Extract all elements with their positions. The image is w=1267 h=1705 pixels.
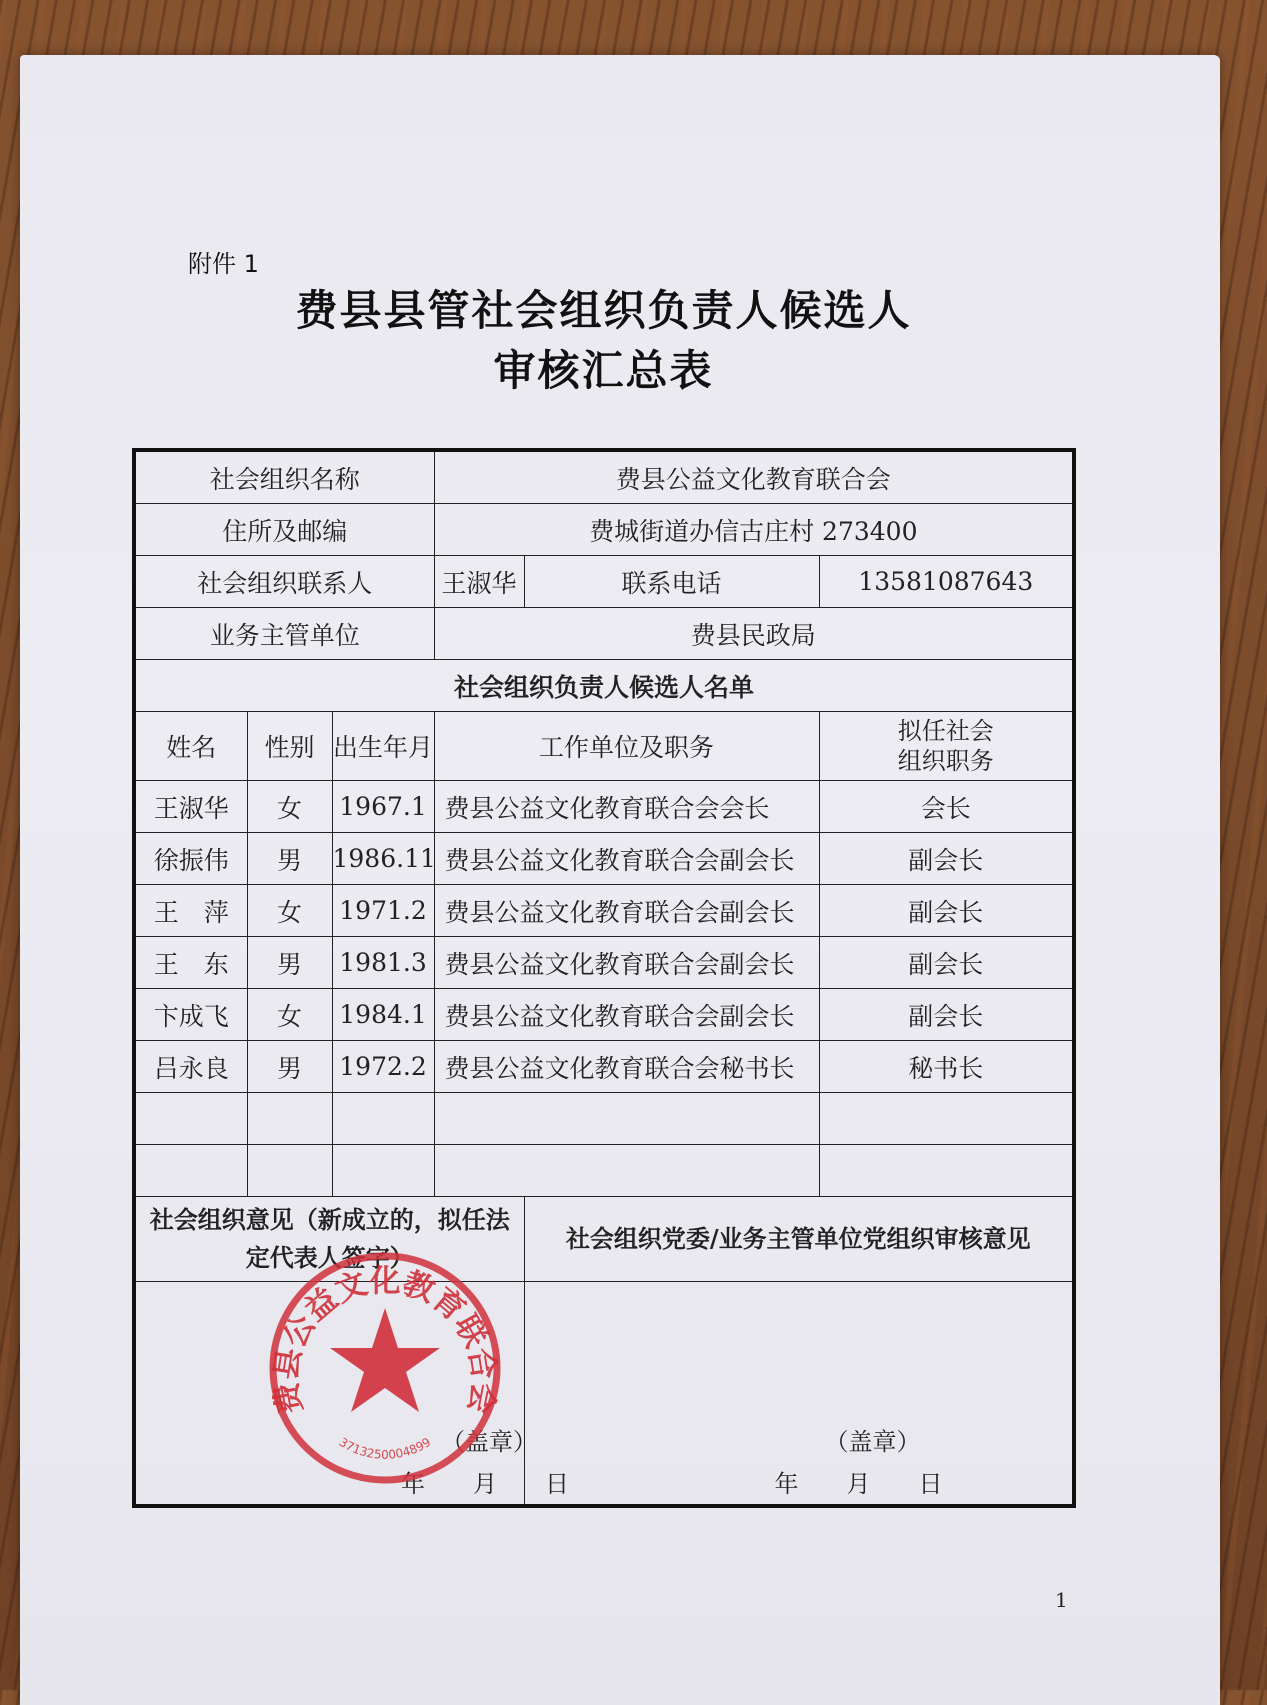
table-row bbox=[134, 833, 1074, 885]
empty-cell bbox=[247, 1093, 332, 1145]
table-row bbox=[134, 937, 1074, 989]
table-row bbox=[134, 885, 1074, 937]
candidate-gender: 男 bbox=[247, 937, 332, 989]
col-role-header: 拟任社会组织职务 bbox=[819, 712, 1074, 781]
document-title-line2: 审核汇总表 bbox=[493, 346, 714, 395]
table-row bbox=[134, 781, 1074, 833]
empty-cell bbox=[134, 1093, 247, 1145]
candidate-birth: 1981.3 bbox=[332, 937, 434, 989]
candidate-work: 费县公益文化教育联合会秘书长 bbox=[434, 1041, 819, 1093]
org-name-value: 费县公益文化教育联合会 bbox=[434, 450, 1074, 504]
candidate-work: 费县公益文化教育联合会副会长 bbox=[434, 885, 819, 937]
party-opinion-box bbox=[524, 1282, 1074, 1507]
candidate-birth: 1972.2 bbox=[332, 1041, 434, 1093]
candidate-gender: 女 bbox=[247, 781, 332, 833]
date-line-right: 年 月 日 bbox=[774, 1470, 943, 1498]
attachment-label: 附件 1 bbox=[188, 250, 259, 278]
candidate-role: 副会长 bbox=[819, 833, 1074, 885]
candidate-role: 会长 bbox=[819, 781, 1074, 833]
candidate-gender: 女 bbox=[247, 989, 332, 1041]
col-gender-header: 性别 bbox=[247, 712, 332, 781]
candidate-role: 秘书长 bbox=[819, 1041, 1074, 1093]
address-value: 费城街道办信古庄村 273400 bbox=[434, 504, 1074, 556]
empty-cell bbox=[434, 1145, 819, 1197]
empty-cell bbox=[819, 1093, 1074, 1145]
phone-value: 13581087643 bbox=[819, 556, 1074, 608]
date-line-left: 年 月 日 bbox=[401, 1470, 569, 1498]
candidates-heading-row bbox=[134, 660, 1074, 712]
address-label: 住所及邮编 bbox=[134, 504, 434, 556]
org-name-row bbox=[134, 450, 1074, 504]
table-row bbox=[134, 989, 1074, 1041]
contact-value: 王淑华 bbox=[434, 556, 524, 608]
official-seal-stamp bbox=[265, 1248, 505, 1488]
empty-cell bbox=[434, 1093, 819, 1145]
empty-cell bbox=[247, 1145, 332, 1197]
col-birth-header: 出生年月 bbox=[332, 712, 434, 781]
document-title-line1: 费县县管社会组织负责人候选人 bbox=[295, 286, 912, 335]
address-row bbox=[134, 504, 1074, 556]
candidate-gender: 女 bbox=[247, 885, 332, 937]
empty-cell bbox=[332, 1093, 434, 1145]
candidate-birth: 1986.11 bbox=[332, 833, 434, 885]
candidate-role: 副会长 bbox=[819, 989, 1074, 1041]
candidate-work: 费县公益文化教育联合会副会长 bbox=[434, 989, 819, 1041]
candidate-birth: 1971.2 bbox=[332, 885, 434, 937]
party-opinion-heading: 社会组织党委/业务主管单位党组织审核意见 bbox=[524, 1197, 1074, 1282]
org-opinion-heading: 社会组织意见（新成立的，拟任法定代表人签字） bbox=[134, 1197, 524, 1282]
seal-note-right: （盖章） bbox=[824, 1428, 921, 1456]
svg-text:费县公益文化教育联合会: 费县公益文化教育联合会 bbox=[268, 1263, 502, 1417]
col-work-header: 工作单位及职务 bbox=[434, 712, 819, 781]
authority-value: 费县民政局 bbox=[434, 608, 1074, 660]
candidate-name: 王 东 bbox=[134, 937, 247, 989]
candidate-birth: 1967.1 bbox=[332, 781, 434, 833]
candidate-name: 王 萍 bbox=[134, 885, 247, 937]
candidate-name: 卞成飞 bbox=[134, 989, 247, 1041]
candidate-birth: 1984.1 bbox=[332, 989, 434, 1041]
candidate-work: 费县公益文化教育联合会副会长 bbox=[434, 833, 819, 885]
phone-label: 联系电话 bbox=[524, 556, 819, 608]
empty-cell bbox=[332, 1145, 434, 1197]
candidate-name: 徐振伟 bbox=[134, 833, 247, 885]
contact-row bbox=[134, 556, 1074, 608]
empty-row bbox=[134, 1145, 1074, 1197]
empty-row bbox=[134, 1093, 1074, 1145]
contact-label: 社会组织联系人 bbox=[134, 556, 434, 608]
column-header-row bbox=[134, 712, 1074, 781]
candidate-gender: 男 bbox=[247, 833, 332, 885]
candidate-gender: 男 bbox=[247, 1041, 332, 1093]
candidates-heading: 社会组织负责人候选人名单 bbox=[134, 660, 1074, 712]
page-number: 1 bbox=[1055, 1588, 1068, 1612]
authority-row bbox=[134, 608, 1074, 660]
candidate-work: 费县公益文化教育联合会会长 bbox=[434, 781, 819, 833]
org-name-label: 社会组织名称 bbox=[134, 450, 434, 504]
table-row bbox=[134, 1041, 1074, 1093]
candidate-role: 副会长 bbox=[819, 937, 1074, 989]
candidate-role: 副会长 bbox=[819, 885, 1074, 937]
seal-note-left: （盖章） bbox=[441, 1428, 537, 1456]
candidate-name: 王淑华 bbox=[134, 781, 247, 833]
candidate-work: 费县公益文化教育联合会副会长 bbox=[434, 937, 819, 989]
candidate-name: 吕永良 bbox=[134, 1041, 247, 1093]
authority-label: 业务主管单位 bbox=[134, 608, 434, 660]
empty-cell bbox=[819, 1145, 1074, 1197]
svg-text:3713250004899: 3713250004899 bbox=[336, 1434, 434, 1462]
empty-cell bbox=[134, 1145, 247, 1197]
col-name-header: 姓名 bbox=[134, 712, 247, 781]
